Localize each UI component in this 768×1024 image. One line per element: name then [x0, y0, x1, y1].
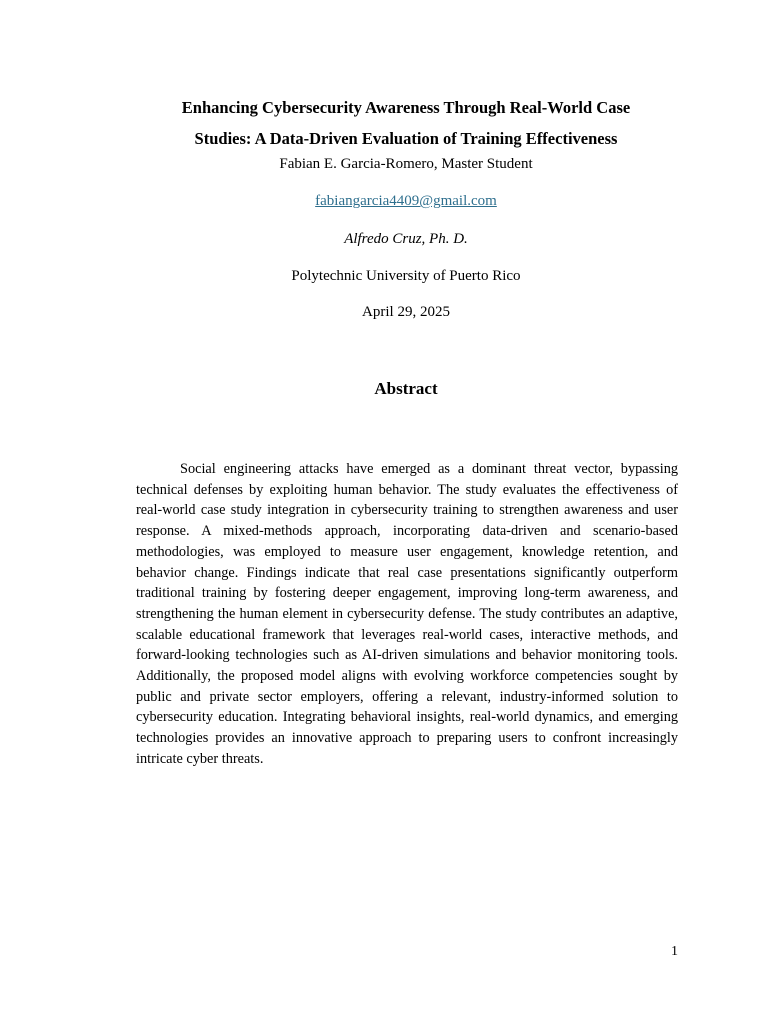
email-link[interactable]: fabiangarcia4409@gmail.com [315, 193, 497, 209]
advisor-name: Alfredo Cruz, Ph. D. [344, 231, 468, 247]
page-number: 1 [671, 944, 678, 959]
author-email [110, 191, 702, 211]
publication-date: April 29, 2025 [362, 304, 450, 320]
paper-title [110, 92, 702, 154]
paper-title-line-1: Enhancing Cybersecurity Awareness Through Real-World Case [181, 98, 631, 117]
abstract-heading: Abstract [374, 379, 438, 398]
paper-title-line-2: Studies: A Data-Driven Evaluation of Training Effectiveness [194, 129, 618, 148]
affiliation: Polytechnic University of Puerto Rico [291, 268, 521, 284]
author-name: Fabian E. Garcia-Romero, Master Student [279, 156, 533, 172]
abstract-body: Social engineering attacks have emerged as a dominant threat vector, bypassing technical defenses by exploiting human behavior. The study evaluates the effectiveness of real-world case study integration in cybersecurity training to strengthen awareness and user response. A mixed-methods approach, incorporating data-driven and scenario-based methodologies, was employed to measure user engagement, knowledge retention, and behavior change. Findings indicate that real case presentations significantly outperform traditional training by fostering deeper engagement, improving long-term awareness, and strengthening the human element in cybersecurity defense. The study contributes an adaptive, scalable educational framework that leverages real-world cases, interactive methods, and forward-looking technologies such as AI-driven simulations and behavior monitoring tools. Additionally, the proposed model aligns with evolving workforce competencies sought by public and private sector employers, offering a relevant, industry-informed solution to cybersecurity education. Integrating behavioral insights, real-world dynamics, and emerging technologies provides an innovative approach to preparing users to confront increasingly intricate cyber threats. [136, 461, 678, 767]
